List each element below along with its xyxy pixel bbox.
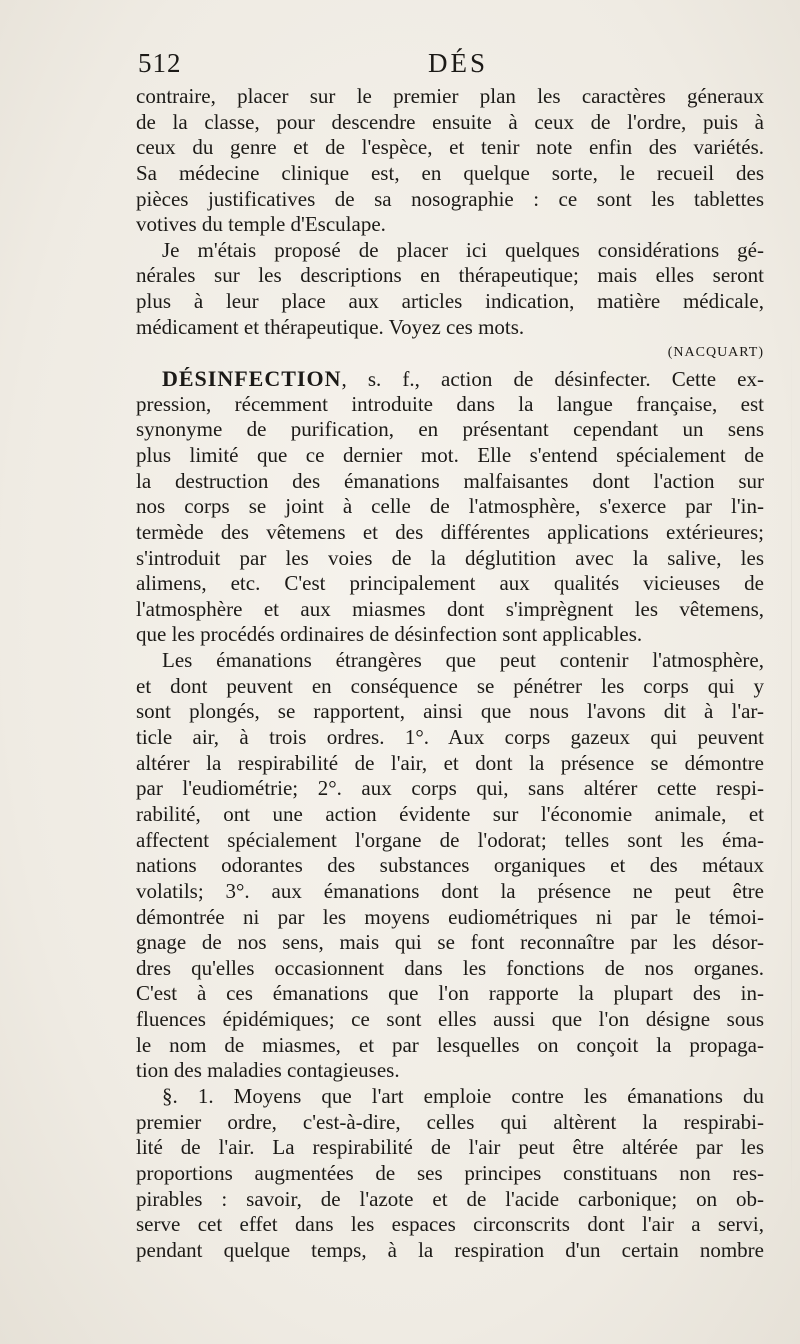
text-line: médicament et thérapeutique. Voyez ces mots. — [136, 314, 525, 339]
text-line: le nom de miasmes, et par lesquelles on conçoit la propaga- — [136, 1032, 764, 1057]
body-text — [136, 84, 764, 1263]
text-line: lité de l'air. La respirabilité de l'air peut être altérée par les — [136, 1135, 764, 1160]
text-line: contraire, placer sur le premier plan les caractères géneraux — [136, 84, 764, 108]
page-edge-shadow — [791, 330, 792, 1230]
entry-definition: , s. f., action de désinfecter. Cette ex- — [341, 367, 764, 392]
text-line: plus limité que ce dernier mot. Elle s'entend spécialement de — [136, 442, 764, 467]
text-line: C'est à ces émanations que l'on rapporte la plupart des in- — [136, 981, 764, 1006]
text-line: nérales sur les descriptions en thérapeutique; mais elles seront — [136, 263, 764, 288]
page-header — [138, 48, 768, 82]
text-line: nos corps se joint à celle de l'atmosphère, s'exerce par l'in- — [136, 494, 764, 519]
text-line: synonyme de purification, en présentant cependant un sens — [136, 417, 764, 442]
text-line: proportions augmentées de ses principes constituans non res- — [136, 1160, 764, 1185]
text-line: premier ordre, c'est-à-dire, celles qui altèrent la respirabi- — [136, 1109, 764, 1134]
author-signature: (NACQUART) — [667, 345, 764, 361]
text-line: volatils; 3°. aux émanations dont la présence ne peut être — [136, 878, 764, 903]
text-line: fluences épidémiques; ce sont elles aussi que l'on désigne sous — [136, 1007, 764, 1032]
text-line: pression, récemment introduite dans la langue française, est — [136, 391, 764, 416]
text-line: de la classe, pour descendre ensuite à ceux de l'ordre, puis à — [136, 109, 764, 134]
text-line: pièces justificatives de sa nosographie : ce sont les tablettes — [136, 186, 764, 211]
text-line: gnage de nos sens, mais qui se font reconnaître par les désor- — [136, 930, 764, 955]
text-line: la destruction des émanations malfaisantes dont l'action sur — [136, 468, 764, 493]
text-line: sont plongés, se rapportent, ainsi que nous l'avons dit à l'ar- — [136, 699, 764, 724]
text-line: s'introduit par les voies de la déglutition avec la salive, les — [136, 545, 764, 570]
text-line: rabilité, ont une action évidente sur l'économie animale, et — [136, 801, 764, 826]
page-number: 512 — [138, 48, 182, 78]
text-line: votives du temple d'Esculape. — [136, 212, 386, 237]
text-line: l'atmosphère et aux miasmes dont s'imprègnent les vêtemens, — [136, 596, 764, 621]
text-line: démontrée ni par les moyens eudiométriques ni par le témoi- — [136, 904, 764, 929]
text-line: et dont peuvent en conséquence se pénétrer les corps qui y — [136, 673, 764, 698]
text-line: que les procédés ordinaires de désinfection sont applicables. — [136, 622, 643, 647]
text-line: Je m'étais proposé de placer ici quelques considérations gé- — [162, 237, 764, 262]
running-head: DÉS — [428, 48, 489, 78]
text-line: termède des vêtemens et des différentes applications extérieures; — [136, 519, 764, 544]
text-line: tion des maladies contagieuses. — [136, 1058, 400, 1083]
text-line: Les émanations étrangères que peut contenir l'atmosphère, — [162, 648, 764, 673]
text-line: serve cet effet dans les espaces circonscrits dont l'air a servi, — [136, 1212, 764, 1237]
text-line: Sa médecine clinique est, en quelque sorte, le recueil des — [136, 160, 764, 185]
text-line: par l'eudiométrie; 2°. aux corps qui, sans altérer cette respi- — [136, 776, 764, 801]
text-line: altérer la respirabilité de l'air, et dont la présence se démontre — [136, 750, 764, 775]
text-line: plus à leur place aux articles indication, matière médicale, — [136, 289, 764, 314]
entry-headword: DÉSINFECTION — [162, 366, 342, 392]
text-line: pendant quelque temps, à la respiration d'un certain nombre — [136, 1237, 764, 1262]
text-line: ticle air, à trois ordres. 1°. Aux corps gazeux qui peuvent — [136, 725, 764, 750]
text-line: nations odorantes des substances organiques et des métaux — [136, 853, 764, 878]
text-line: pirables : savoir, de l'azote et de l'acide carbonique; on ob- — [136, 1186, 764, 1211]
text-line: alimens, etc. C'est principalement aux qualités vicieuses de — [136, 571, 764, 596]
text-line: ceux du genre et de l'espèce, et tenir note enfin des variétés. — [136, 135, 764, 160]
text-line — [136, 366, 764, 392]
text-line: §. 1. Moyens que l'art emploie contre les émanations du — [162, 1083, 764, 1108]
text-line: dres qu'elles occasionnent dans les fonctions de nos organes. — [136, 955, 764, 980]
text-line: affectent spécialement l'organe de l'odorat; telles sont les éma- — [136, 827, 764, 852]
